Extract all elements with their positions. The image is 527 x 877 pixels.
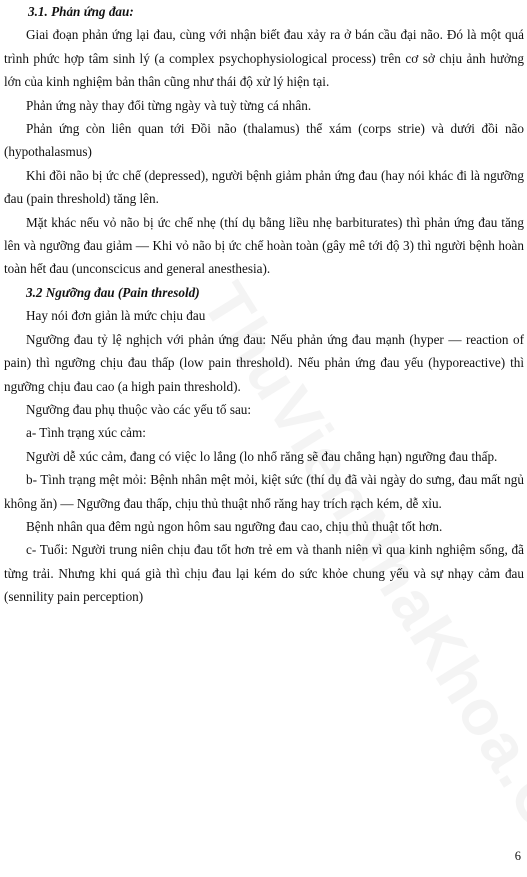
paragraph: c- Tuổi: Người trung niên chịu đau tốt hơn trẻ em và thanh niên vì qua kinh nghiệm sống, đã từng trải. Nhưng khi quá già thì chịu đau lại kém do sức khỏe chung yếu và sự nhạy cảm đau (sennility pain perception): [4, 542, 524, 605]
section-heading-pain-threshold: 3.2 Ngưỡng đau (Pain thresold): [26, 284, 200, 300]
paragraph: Ngưỡng đau tỷ lệ nghịch với phản ứng đau: Nếu phản ứng đau mạnh (hyper — reaction of pain) thì ngưỡng chịu đau thấp (low pain threshold). Nếu phản ứng đau yếu (hyporeactive) thì ngưỡng chịu đau cao (a high pain threshold).: [4, 331, 524, 394]
paragraph: a- Tình trạng xúc cảm:: [26, 425, 146, 441]
document-body: [4, 0, 524, 609]
paragraph: Mặt khác nếu vỏ não bị ức chế nhẹ (thí dụ bằng liều nhẹ barbiturates) thì phản ứng đau tăng lên và ngưỡng đau giảm — Khi vỏ não bị ức chế hoàn toàn (gây mê tới độ 3) thì người bệnh hoàn toàn hết đau (unconscicus and general anesthesia).: [4, 214, 524, 277]
paragraph: b- Tình trạng mệt mỏi: Bệnh nhân mệt mỏi, kiệt sức (thí dụ đã vài ngày do sưng, đau mất ngủ không ăn) — Ngưỡng đau thấp, chịu thủ thuật nhổ răng hay trích rạch kém, dễ xỉu.: [4, 472, 524, 511]
section-heading-pain-reaction: 3.1. Phản ứng đau:: [28, 4, 134, 19]
paragraph: Phản ứng còn liên quan tới Đồi não (thalamus) thể xám (corps strie) và dưới đồi não (hypothalasmus): [4, 121, 524, 160]
paragraph: Giai đoạn phản ứng lại đau, cùng với nhận biết đau xảy ra ở bán cầu đại não. Đó là một quá trình phức hợp tâm sinh lý (a complex psychophysiological process) trên cơ sở chịu ảnh hưởng lớn của kinh nghiệm bản thân cũng như thái độ xử lý hiện tại.: [4, 27, 524, 90]
page-number: 6: [514, 849, 521, 863]
paragraph: Hay nói đơn giản là mức chịu đau: [26, 308, 206, 324]
paragraph: Người dễ xúc cảm, đang có việc lo lắng (lo nhổ răng sẽ đau chẳng hạn) ngưỡng đau thấp.: [26, 448, 498, 464]
paragraph: Khi đồi não bị ức chế (depressed), người bệnh giảm phản ứng đau (hay nói khác đi là ngưỡng đau (pain threshold) tăng lên.: [4, 167, 524, 207]
paragraph: Ngưỡng đau phụ thuộc vào các yếu tố sau:: [26, 401, 252, 417]
paragraph: Phản ứng này thay đổi từng ngày và tuỳ từng cá nhân.: [26, 97, 312, 113]
paragraph: Bệnh nhân qua đêm ngủ ngon hôm sau ngưỡng đau cao, chịu thủ thuật tốt hơn.: [26, 518, 443, 534]
